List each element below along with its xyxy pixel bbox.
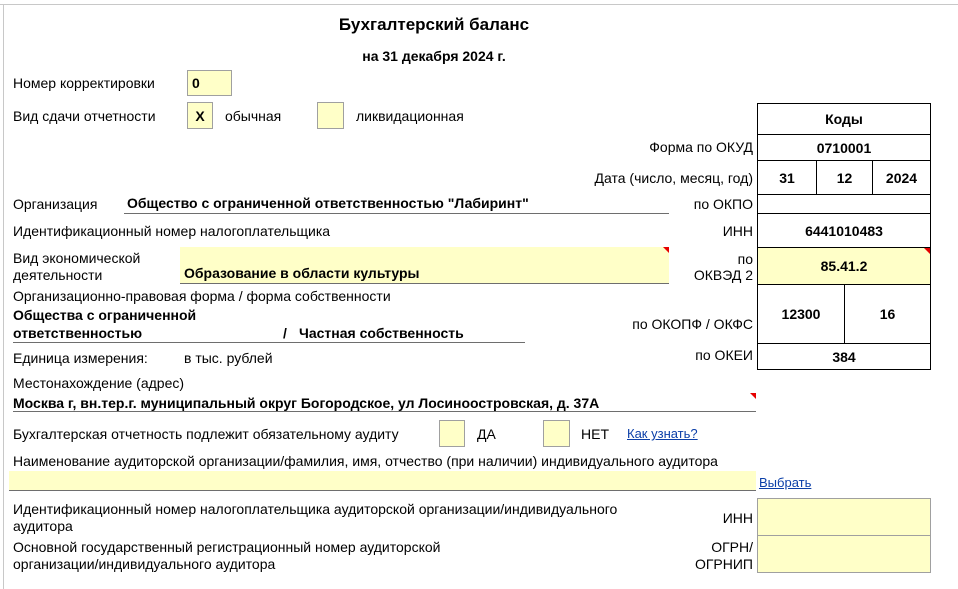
inn-code-label: ИНН <box>722 223 753 239</box>
okud-label: Форма по ОКУД <box>649 139 753 155</box>
date-year-cell[interactable]: 2024 <box>872 160 931 195</box>
auditor-ogrn-label-line1: Основной государственный регистрационный номер аудиторской <box>13 539 441 555</box>
activity-value: Образование в области культуры <box>184 265 420 281</box>
address-label: Местонахождение (адрес) <box>13 375 185 391</box>
okopf-label: по ОКОПФ / ОКФС <box>632 316 753 332</box>
okpo-label: по ОКПО <box>693 196 753 212</box>
ownership-value: Частная собственность <box>299 325 464 341</box>
date-label: Дата (число, месяц, год) <box>594 170 753 186</box>
how-to-know-link[interactable]: Как узнать? <box>627 426 698 441</box>
okei-label: по ОКЕИ <box>695 347 753 363</box>
correction-label: Номер корректировки <box>13 75 155 91</box>
date-day-cell[interactable]: 31 <box>757 160 817 195</box>
auditor-inn-field[interactable] <box>757 498 931 536</box>
auditor-ogrn-code-label-line2: ОГРНИП <box>694 556 753 572</box>
okfs-code-cell[interactable]: 16 <box>844 284 931 344</box>
unit-label: Единица измерения: <box>13 350 148 366</box>
okved-label-line1: по <box>737 251 753 267</box>
auditor-name-field[interactable] <box>9 471 756 491</box>
auditor-ogrn-field[interactable] <box>757 535 931 573</box>
form-subtitle: на 31 декабря 2024 г. <box>362 48 506 64</box>
okved-label-line2: ОКВЭД 2 <box>693 267 753 283</box>
auditor-ogrn-label-line2: организации/индивидуального аудитора <box>13 556 276 572</box>
okved-code-value: 85.41.2 <box>820 258 868 274</box>
audit-yes-checkbox[interactable] <box>439 420 465 447</box>
legal-form-field[interactable] <box>13 324 525 343</box>
codes-header: Коды <box>757 103 931 135</box>
ordinary-checkbox[interactable]: X <box>187 102 213 129</box>
auditor-ogrn-code-label-line1: ОГРН/ <box>711 539 753 555</box>
okei-code-cell: 384 <box>757 343 931 370</box>
okud-code-cell: 0710001 <box>757 134 931 161</box>
auditor-inn-label-line1: Идентификационный номер налогоплательщика аудиторской организации/индивидуального <box>13 501 618 517</box>
audit-required-label: Бухгалтерская отчетность подлежит обязательному аудиту <box>13 426 399 442</box>
required-marker-icon <box>750 393 756 399</box>
liquidation-checkbox[interactable] <box>317 102 344 129</box>
date-month-cell[interactable]: 12 <box>816 160 873 195</box>
correction-number-field[interactable]: 0 <box>187 70 232 96</box>
legal-form-value-line1: Общества с ограниченной <box>13 307 197 323</box>
inn-code-cell[interactable]: 6441010483 <box>757 213 931 248</box>
organization-label: Организация <box>13 196 98 212</box>
okved-code-cell[interactable] <box>757 247 931 285</box>
activity-field[interactable] <box>180 247 669 284</box>
required-marker-icon <box>924 248 930 254</box>
okopf-code-cell[interactable]: 12300 <box>757 284 845 344</box>
form-title: Бухгалтерский баланс <box>338 15 530 34</box>
legal-form-separator: / <box>283 325 287 341</box>
address-value: Москва г, вн.тер.г. муниципальный округ Богородское, ул Лосиноостровская, д. 37А <box>13 395 600 411</box>
inn-label: Идентификационный номер налогоплательщика <box>13 223 331 239</box>
select-auditor-link[interactable]: Выбрать <box>759 475 812 490</box>
auditor-inn-label-line2: аудитора <box>13 518 73 534</box>
okpo-code-cell[interactable] <box>757 194 931 214</box>
required-marker-icon <box>663 247 669 253</box>
audit-no-label: НЕТ <box>581 426 609 442</box>
ordinary-label: обычная <box>225 108 282 124</box>
submission-type-label: Вид сдачи отчетности <box>13 108 156 124</box>
address-field[interactable] <box>13 393 756 412</box>
legal-form-label: Организационно-правовая форма / форма собственности <box>13 288 391 304</box>
audit-no-checkbox[interactable] <box>543 420 570 447</box>
liquidation-label: ликвидационная <box>356 108 464 124</box>
form-frame-left <box>3 4 4 589</box>
legal-form-value-line2: ответственностью <box>13 325 143 341</box>
auditor-name-label: Наименование аудиторской организации/фамилия, имя, отчество (при наличии) индивидуального аудитора <box>13 453 718 469</box>
organization-name-field[interactable]: Общество с ограниченной ответственностью "Лабиринт" <box>124 195 669 214</box>
unit-value: в тыс. рублей <box>184 350 273 366</box>
form-frame-top <box>0 4 958 5</box>
audit-yes-label: ДА <box>477 426 496 442</box>
activity-label-line1: Вид экономической <box>13 250 141 266</box>
activity-label-line2: деятельности <box>13 267 103 283</box>
auditor-inn-code-label: ИНН <box>722 510 753 526</box>
